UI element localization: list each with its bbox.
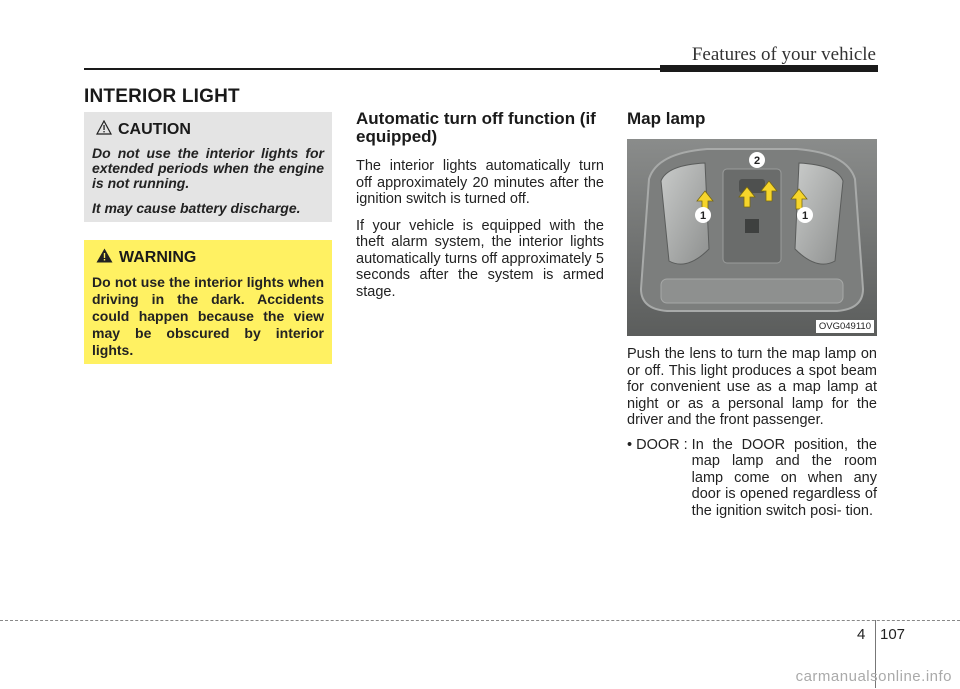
auto-off-paragraph: If your vehicle is equipped with the theft alarm system, the interior lights automatically turns off approximately 5 seconds after the system is armed stage. bbox=[356, 217, 604, 300]
map-lamp-photo bbox=[627, 139, 877, 336]
caution-box bbox=[84, 112, 332, 222]
watermark: carmanualsonline.info bbox=[795, 668, 952, 685]
auto-off-paragraph: The interior lights automatically turn off approximately 20 minutes after the ignition switch is turned off. bbox=[356, 158, 604, 207]
caution-title: CAUTION bbox=[118, 121, 191, 138]
map-lamp-heading-block bbox=[627, 110, 877, 128]
caution-triangle-icon bbox=[96, 120, 112, 140]
map-lamp-title: Map lamp bbox=[627, 109, 706, 128]
caution-line: It may cause battery discharge. bbox=[92, 200, 301, 216]
auto-off-title: Automatic turn off function (if equipped) bbox=[356, 109, 596, 146]
map-lamp-description-block bbox=[627, 346, 877, 519]
caution-header bbox=[96, 120, 324, 140]
header-bar bbox=[660, 65, 878, 72]
photo-code: OVG049110 bbox=[816, 320, 874, 333]
door-bullet-term: • DOOR : bbox=[627, 436, 688, 453]
warning-triangle-icon bbox=[96, 248, 113, 268]
door-bullet bbox=[627, 437, 877, 520]
auto-off-section bbox=[356, 110, 604, 300]
section-title: INTERIOR LIGHT bbox=[84, 86, 240, 107]
warning-box bbox=[84, 240, 332, 364]
header-rule bbox=[84, 68, 660, 70]
door-bullet-desc: In the DOOR position, the map lamp and the room lamp come on when any door is opened regardless of the ignition switch posi- tion. bbox=[691, 436, 877, 519]
footer-rule bbox=[0, 620, 960, 621]
warning-header bbox=[96, 248, 324, 268]
page-number: 107 bbox=[880, 626, 906, 643]
page-header-title: Features of your vehicle bbox=[691, 44, 876, 65]
map-lamp-illustration bbox=[627, 139, 877, 336]
map-lamp-description: Push the lens to turn the map lamp on or off. This light produces a spot beam for convenient use as a map lamp at night or as a personal lamp for the driver and the front passenger. bbox=[627, 346, 877, 428]
warning-text: Do not use the interior lights when driving in the dark. Accidents could happen because the view may be obscured by interior lights. bbox=[92, 274, 324, 358]
chapter-number: 4 bbox=[857, 626, 866, 643]
warning-title: WARNING bbox=[119, 249, 197, 266]
callout-1-left: 1 bbox=[699, 210, 707, 222]
callout-1-right: 1 bbox=[801, 210, 809, 222]
callout-2: 2 bbox=[753, 155, 761, 167]
caution-line: Do not use the interior lights for extended periods when the engine is not running. bbox=[92, 145, 324, 191]
